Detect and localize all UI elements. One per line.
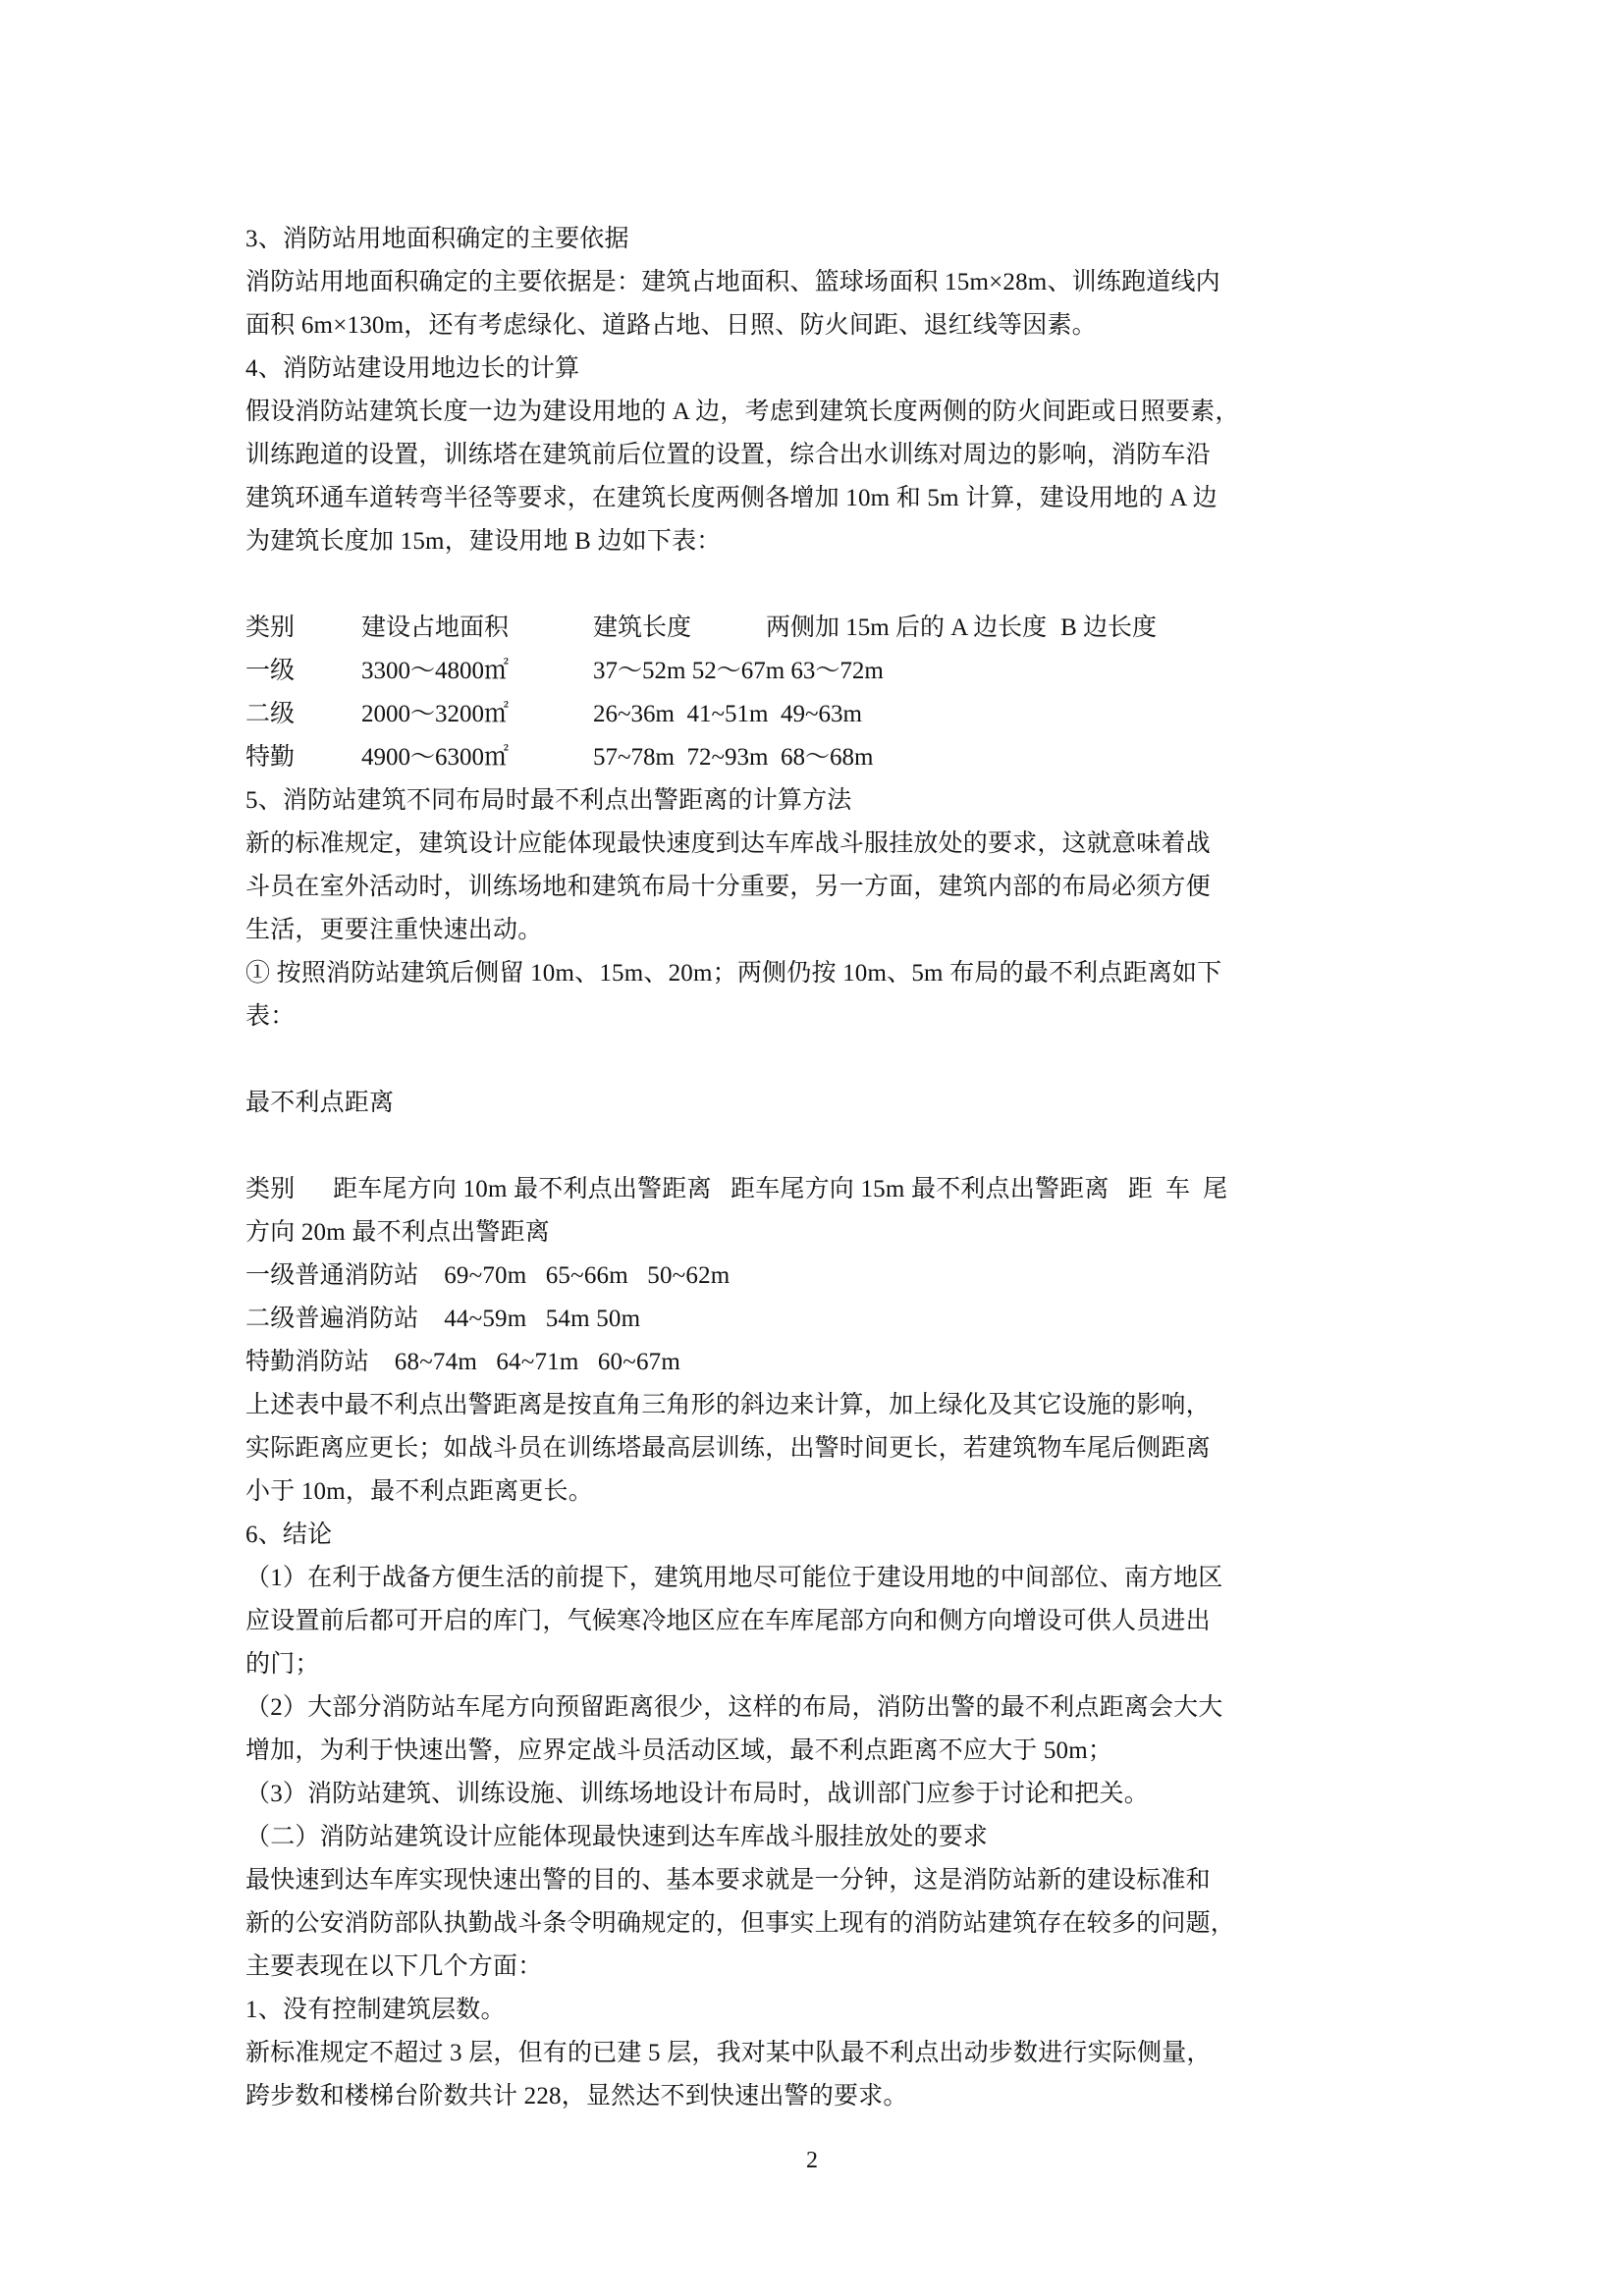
distance-table-title: 最不利点距离 — [245, 1090, 395, 1116]
land-table-header-cell: 建筑长度 — [593, 614, 692, 641]
section-5-heading: 5、消防站建筑不同布局时最不利点出警距离的计算方法 — [245, 787, 852, 814]
land-table-area: 2000～3200㎡ — [361, 701, 510, 727]
part-2-sub-1-heading: 1、没有控制建筑层数。 — [245, 1997, 506, 2023]
land-table-row — [245, 693, 1394, 736]
land-table-header-cell: B 边长度 — [1060, 614, 1158, 641]
section-5-note-line: 上述表中最不利点出警距离是按直角三角形的斜边来计算，加上绿化及其它设施的影响， — [245, 1392, 1211, 1418]
conclusion-item-1-line: （1）在利于战备方便生活的前提下，建筑用地尽可能位于建设用地的中间部位、南方地区 — [245, 1565, 1223, 1591]
section-4-paragraph-line: 假设消防站建筑长度一边为建设用地的 A 边，考虑到建筑长度两侧的防火间距或日照要素， — [245, 399, 1240, 425]
land-table-area: 4900～6300㎡ — [361, 744, 510, 771]
part-2-sub-1-paragraph-line: 跨步数和楼梯台阶数共计 228，显然达不到快速出警的要求。 — [245, 2083, 908, 2109]
section-6-heading: 6、结论 — [245, 1522, 333, 1548]
land-table-category: 二级 — [245, 701, 296, 727]
distance-table-header-line: 方向 20m 最不利点出警距离 — [245, 1219, 550, 1246]
land-table-area: 3300～4800㎡ — [361, 658, 510, 684]
section-4-paragraph-line: 建筑环通车道转弯半径等要求，在建筑长度两侧各增加 10m 和 5m 计算，建设用地的 A 边 — [245, 485, 1218, 511]
conclusion-item-3-line: （3）消防站建筑、训练设施、训练场地设计布局时，战训部门应参于讨论和把关。 — [245, 1781, 1149, 1807]
section-4-heading: 4、消防站建设用地边长的计算 — [245, 355, 580, 382]
land-table-row — [245, 736, 1394, 779]
distance-table-row: 一级普通消防站 69~70m 65~66m 50~62m — [245, 1262, 731, 1289]
land-table-values: 57~78m 72~93m 68～68m — [593, 744, 874, 771]
distance-table-row: 二级普遍消防站 44~59m 54m 50m — [245, 1306, 641, 1332]
page-number: 2 — [806, 2148, 818, 2173]
distance-table-row: 特勤消防站 68~74m 64~71m 60~67m — [245, 1349, 681, 1375]
section-5-paragraph-line: 新的标准规定，建筑设计应能体现最快速度到达车库战斗服挂放处的要求，这就意味着战 — [245, 830, 1211, 857]
conclusion-item-1-line: 应设置前后都可开启的库门，气候寒冷地区应在车库尾部方向和侧方向增设可供人员进出 — [245, 1608, 1211, 1634]
land-table-category: 一级 — [245, 658, 296, 684]
section-3-paragraph-line: 面积 6m×130m，还有考虑绿化、道路占地、日照、防火间距、退红线等因素。 — [245, 312, 1097, 339]
land-table-category: 特勤 — [245, 744, 296, 771]
part-2-sub-1-paragraph-line: 新标准规定不超过 3 层，但有的已建 5 层，我对某中队最不利点出动步数进行实际侧量， — [245, 2040, 1212, 2066]
land-table-row — [245, 650, 1394, 693]
conclusion-item-2-line: 增加，为利于快速出警，应界定战斗员活动区域，最不利点距离不应大于 50m； — [245, 1737, 1113, 1764]
section-5-paragraph-line: 生活，更要注重快速出动。 — [245, 917, 543, 943]
section-5-item-1-line: ① 按照消防站建筑后侧留 10m、15m、20m；两侧仍按 10m、5m 布局的最不利点距离如下 — [245, 960, 1222, 987]
part-2-paragraph-line: 新的公安消防部队执勤战斗条令明确规定的，但事实上现有的消防站建筑存在较多的问题， — [245, 1910, 1236, 1937]
document-page — [245, 218, 1394, 2118]
spacer — [245, 1039, 1394, 1082]
section-5-paragraph-line: 斗员在室外活动时，训练场地和建筑布局十分重要，另一方面，建筑内部的布局必须方便 — [245, 874, 1211, 900]
section-4-paragraph-line: 为建筑长度加 15m，建设用地 B 边如下表： — [245, 528, 722, 555]
land-table-header-cell: 两侧加 15m 后的 A 边长度 — [766, 614, 1048, 641]
land-table-header-cell: 类别 — [245, 614, 296, 641]
spacer — [245, 1125, 1394, 1168]
land-table-header-cell: 建设占地面积 — [361, 614, 510, 641]
part-2-heading: （二）消防站建筑设计应能体现最快速到达车库战斗服挂放处的要求 — [245, 1824, 989, 1850]
conclusion-item-1-line: 的门； — [245, 1651, 320, 1678]
part-2-paragraph-line: 最快速到达车库实现快速出警的目的、基本要求就是一分钟，这是消防站新的建设标准和 — [245, 1867, 1211, 1894]
distance-table-header-line: 类别 距车尾方向 10m 最不利点出警距离 距车尾方向 15m 最不利点出警距离 距 车 尾 — [245, 1176, 1228, 1202]
section-5-item-1-line: 表： — [245, 1003, 296, 1030]
section-5-note-line: 小于 10m，最不利点距离更长。 — [245, 1478, 593, 1505]
land-table-header — [245, 607, 1394, 650]
spacer — [245, 563, 1394, 607]
land-table-values: 26~36m 41~51m 49~63m — [593, 701, 862, 727]
section-3-paragraph-line: 消防站用地面积确定的主要依据是：建筑占地面积、篮球场面积 15m×28m、训练跑道线内 — [245, 269, 1220, 295]
section-4-paragraph-line: 训练跑道的设置，训练塔在建筑前后位置的设置，综合出水训练对周边的影响，消防车沿 — [245, 442, 1211, 468]
part-2-paragraph-line: 主要表现在以下几个方面： — [245, 1953, 543, 1980]
section-5-note-line: 实际距离应更长；如战斗员在训练塔最高层训练，出警时间更长，若建筑物车尾后侧距离 — [245, 1435, 1211, 1462]
land-table-values: 37～52m 52～67m 63～72m — [593, 658, 884, 684]
conclusion-item-2-line: （2）大部分消防站车尾方向预留距离很少，这样的布局，消防出警的最不利点距离会大大 — [245, 1694, 1223, 1721]
section-3-heading: 3、消防站用地面积确定的主要依据 — [245, 226, 629, 252]
